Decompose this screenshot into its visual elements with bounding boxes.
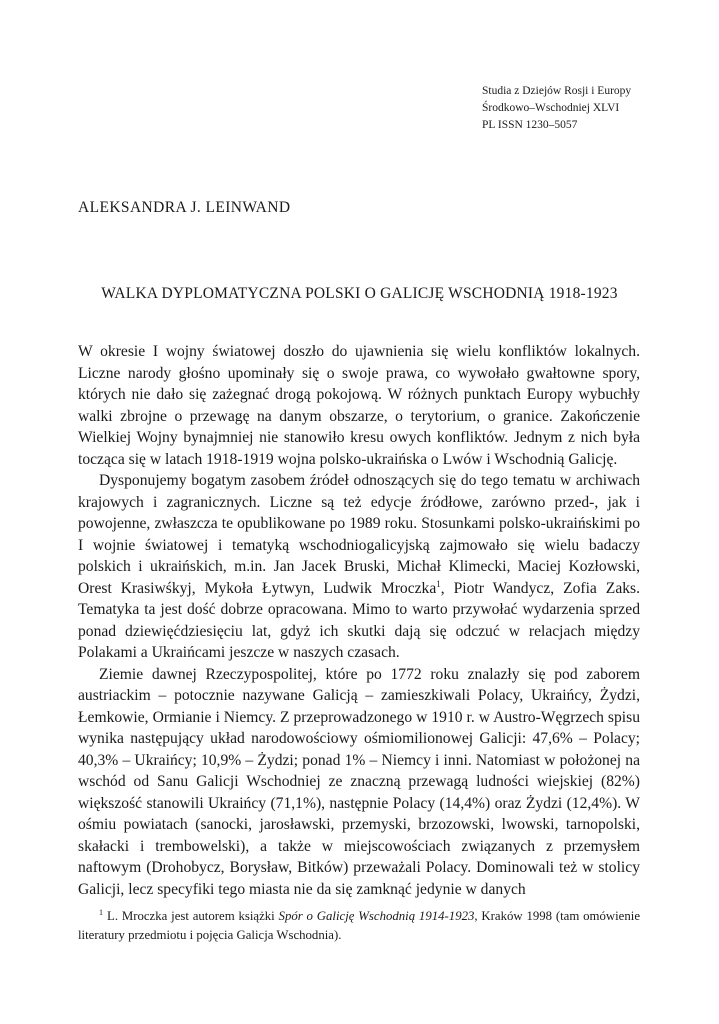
paragraph-3: Ziemie dawnej Rzeczypospolitej, które po 1772 roku znalazły się pod zaborem austriackim – potocznie nazywane Galicją – zamieszkiwali Polacy, Ukraińcy, Żydzi, Łemkowie, Ormianie i Niemcy. Z przeprowadzonego w 1910 r. w Austro-Węgrzech spisu wynika następujący układ narodowościowy ośmiomilionowej Galicji: 47,6% – Polacy; 40,3% – Ukraińcy; 10,9% – Żydzi; ponad 1% – Niemcy i inni. Natomiast w położonej na wschód od Sanu Galicji Wschodniej ze znaczną przewagą ludności wiejskiej (82%) większość stanowili Ukraińcy (71,1%), następnie Polacy (14,4%) oraz Żydzi (12,4%). W ośmiu powiatach (sanocki, jarosławski, przemyski, brzozowski, lwowski, tarnopolski, skałacki i trembowelski), a także w miejscowościach związanych z przemysłem naftowym (Drohobycz, Borysław, Bitków) przeważali Polacy. Dominowali też w stolicy Galicji, lecz specyfiki tego miasta nie da się zamknąć jedynie w danych xyxy=(78,665,640,898)
journal-series-title: Studia z Dziejów Rosji i Europy xyxy=(482,85,632,97)
footnote-text-start: L. Mroczka jest autorem książki xyxy=(107,909,279,923)
paragraph-2-text-start: Dysponujemy bogatym zasobem źródeł odnoszących się do tego tematu w archiwach krajowych i zagranicznych. Liczne są też edycje źródłowe, zarówno przed-, jak i powojenne, zwłaszcza te opublikowane po 1989 roku. Stosunkami polsko-ukraińskimi po I wojnie światowej i tematyką wschodniogalicyjską zajmowało się wielu badaczy polskich i ukraińskich, m.in. Jan Jacek Bruski, Michał Klimecki, Maciej Kozłowski, Orest Krasiwśkyj, Mykoła Łytwyn, Ludwik Mroczka xyxy=(78,472,640,597)
article-body xyxy=(78,341,640,900)
footnote-text-end: , Kraków 1998 (tam omówienie literatury przedmiotu i pojęcia Galicja Wschodnia). xyxy=(78,909,640,942)
paragraph-2 xyxy=(78,470,640,664)
article-author: ALEKSANDRA J. LEINWAND xyxy=(78,199,291,216)
footnote xyxy=(78,907,640,945)
footnote-number: 1 xyxy=(99,908,103,917)
journal-issn: PL ISSN 1230–5057 xyxy=(482,119,578,131)
footnote-text xyxy=(78,907,640,945)
footnote-book-title: Spór o Galicję Wschodnią 1914-1923 xyxy=(278,909,475,923)
footnote-reference[interactable]: 1 xyxy=(436,578,441,589)
paragraph-2-text-end: , Piotr Wandycz, Zofia Zaks. Tematyka ta jest dość dobrze opracowana. Mimo to warto przywołać wydarzenia sprzed ponad dziewięćdziesięciu lat, gdyż ich skutki dają się odczuć w relacjach między Polakami a Ukraińcami jeszcze w naszych czasach. xyxy=(78,579,640,661)
paragraph-1: W okresie I wojny światowej doszło do ujawnienia się wielu konfliktów lokalnych. Liczne narody głośno upominały się o swoje prawa, co wywołało gwałtowne spory, których nie dało się zażegnać drogą pokojową. W różnych punktach Europy wybuchły walki zbrojne o przewagę na danym obszarze, o terytorium, o granice. Zakończenie Wielkiej Wojny bynajmniej nie stanowiło kresu owych konfliktów. Jednym z nich była tocząca się w latach 1918-1919 wojna polsko-ukraińska o Lwów i Wschodnią Galicję. xyxy=(78,343,640,468)
article-title: WALKA DYPLOMATYCZNA POLSKI O GALICJĘ WSCHODNIĄ 1918‑1923 xyxy=(101,285,618,302)
journal-volume: Środkowo–Wschodniej XLVI xyxy=(482,102,620,114)
journal-header xyxy=(482,83,702,134)
